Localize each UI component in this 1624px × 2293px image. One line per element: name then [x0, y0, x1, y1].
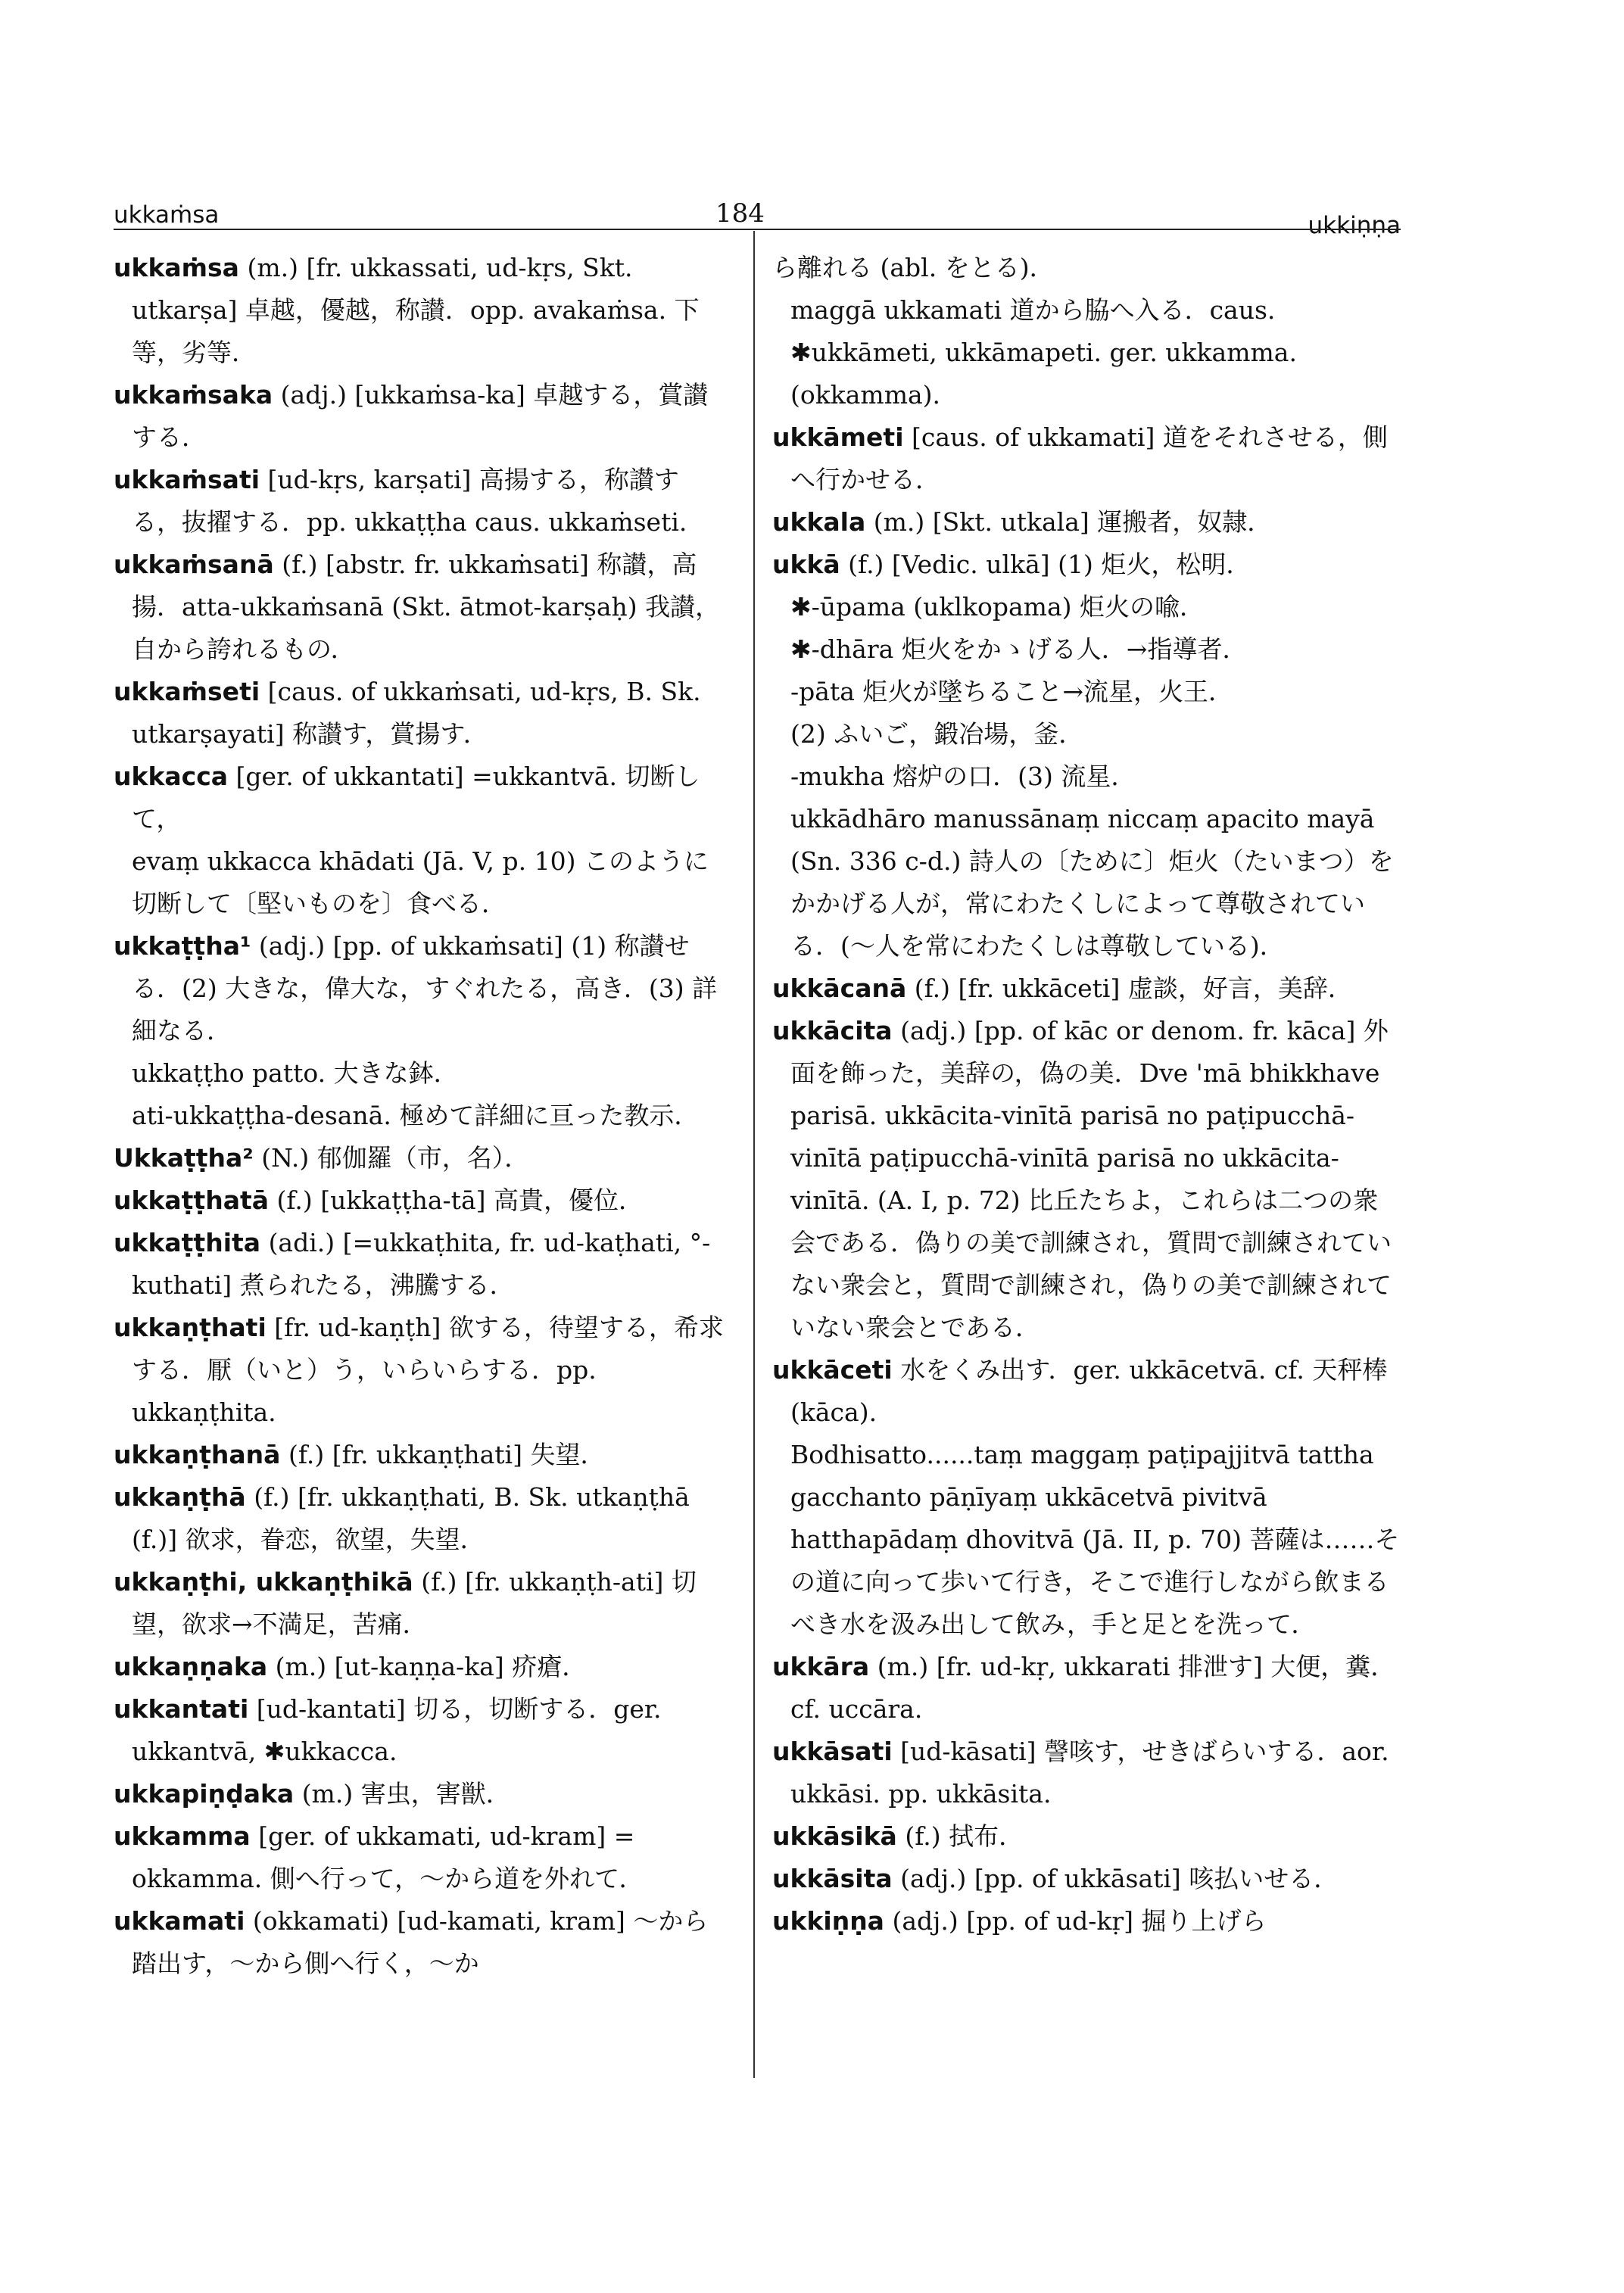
dictionary-entry: [772, 416, 1401, 501]
entry-headword: ukkaṭṭhatā: [114, 1185, 270, 1215]
entry-headword: ukkapiṇḍaka: [114, 1779, 295, 1809]
entry-subline: ✱-ūpama (uklkopama) 炬火の喩．: [790, 592, 1205, 622]
dictionary-entry: [772, 501, 1401, 544]
dictionary-entry: [114, 1434, 725, 1476]
entry-headword: ukkaṇṭhati: [114, 1313, 267, 1342]
entry-subline: evaṃ ukkacca khādati (Jā. V, p. 10) このように切断して〔堅いものを〕食べる．: [132, 846, 709, 918]
left-column: [114, 247, 725, 1985]
entry-definition: (adi.) [=ukkaṭhita, fr. ud-kaṭhati, °-kuthati] 煮られたる，沸騰する．: [132, 1228, 711, 1300]
entry-headword: ukkaṇṭhā: [114, 1482, 246, 1512]
entry-headword: ukkaṇṭhi, ukkaṇṭhikā: [114, 1567, 413, 1597]
entry-definition: [ud-kāsati] 謦咳す，せきばらいする．aor. ukkāsi. pp. ukkāsita.: [790, 1737, 1389, 1809]
dictionary-entry: [772, 1010, 1401, 1349]
dictionary-entry: [772, 1858, 1401, 1900]
dictionary-entry: [114, 1179, 725, 1222]
entry-definition: (m.) [Skt. utkala] 運搬者，奴隷．: [873, 507, 1273, 537]
entry-headword: ukkaṁsanā: [114, 550, 274, 579]
entry-headword: ukkāra: [772, 1652, 870, 1681]
dictionary-entry: [772, 1646, 1401, 1731]
right-running-headword: ukkiṇṇa: [1308, 212, 1401, 239]
dictionary-entry: [772, 1900, 1401, 1943]
entry-subline: (2) ふいご，鍛冶場，釜．: [790, 719, 1084, 749]
dictionary-entry: [114, 1222, 725, 1307]
right-column: [772, 247, 1401, 1943]
header-rule: [114, 229, 1401, 230]
entry-definition: (adj.) [pp. of kāc or denom. fr. kāca] 外面を飾った，美辞の，偽の美．Dve 'mā bhikkhave parisā. ukkācita-vinītā parisā no paṭipucchā-vinītā paṭipucchā-vinītā parisā no ukkācita-vinītā. (A. I, p. 72) 比丘たちよ，これらは二つの衆会である．偽りの美で訓練され，質問で訓練されていない衆会と，質問で訓練され，偽りの美で訓練されていない衆会とである．: [790, 1016, 1392, 1342]
dictionary-entry: [114, 1137, 725, 1179]
dictionary-entry: [114, 459, 725, 544]
entry-headword: ukkaṭṭhita: [114, 1228, 261, 1257]
entry-definition: [ger. of ukkamati, ud-kram] = okkamma. 側へ行って，～から道を外れて．: [132, 1821, 644, 1893]
entry-definition: (okkamati) [ud-kamati, kram] ～から踏出す，～から側へ行く，～か: [132, 1906, 709, 1978]
dictionary-entry: [114, 1307, 725, 1434]
dictionary-entry: [772, 967, 1401, 1010]
entry-definition: (f.) [fr. ukkaṇṭhati] 失望．: [288, 1440, 606, 1469]
dictionary-entry: [114, 925, 725, 1052]
dictionary-entry: [114, 1900, 725, 1985]
entry-definition: (m.) 害虫，害獣．: [301, 1779, 511, 1809]
dictionary-entry: [772, 1349, 1401, 1434]
page-header: [114, 195, 1401, 241]
entry-headword: ukkaṇṇaka: [114, 1652, 268, 1681]
dictionary-entry: [114, 1646, 725, 1688]
dictionary-entry: [114, 1815, 725, 1900]
left-running-headword: ukkaṁsa: [114, 201, 220, 229]
entry-headword: ukkāsita: [772, 1864, 893, 1893]
entry-definition: (f.) [abstr. fr. ukkaṁsati] 称讃，高揚．atta-ukkaṁsanā (Skt. ātmot-karṣaḥ) 我讃，自から誇れるもの．: [132, 550, 721, 664]
entry-headword: ukkāsikā: [772, 1821, 897, 1851]
dictionary-entry: [114, 1688, 725, 1773]
dictionary-entry: [772, 544, 1401, 586]
entry-headword: ukkā: [772, 550, 840, 579]
dictionary-entry: [114, 1561, 725, 1646]
entry-definition: ら離れる (abl. をとる)．: [772, 253, 1055, 282]
entry-headword: ukkaṁsaka: [114, 380, 273, 410]
entry-definition: (f.) [fr. ukkaṇṭhati, B. Sk. utkaṇṭhā (f.)] 欲求，眷恋，欲望，失望．: [132, 1482, 690, 1554]
entry-headword: ukkāsati: [772, 1737, 893, 1766]
entry-definition: (f.) [fr. ukkāceti] 虚談，好言，美辞．: [914, 974, 1353, 1003]
entry-definition: (adj.) [pp. of ukkāsati] 咳払いせる．: [900, 1864, 1339, 1893]
entry-headword: ukkamma: [114, 1821, 251, 1851]
entry-headword: ukkāmeti: [772, 422, 904, 452]
dictionary-entry: [114, 247, 725, 374]
entry-headword: ukkamati: [114, 1906, 245, 1936]
dictionary-entry: [114, 374, 725, 459]
entry-definition: (f.) [ukkaṭṭha-tā] 高貴，優位．: [276, 1185, 644, 1215]
dictionary-entry: [772, 1731, 1401, 1815]
entry-subline: ati-ukkaṭṭha-desanā. 極めて詳細に亘った教示．: [132, 1101, 700, 1130]
entry-definition: (N.) 郁伽羅（市，名）．: [261, 1143, 530, 1173]
entry-subline: ukkādhāro manussānaṃ niccaṃ apacito mayā (Sn. 336 c-d.) 詩人の〔ために〕炬火（たいまつ）をかかげる人が，常にわたくしによって尊敬されている．(～人を常にわたくしは尊敬している)．: [790, 804, 1394, 961]
column-divider: [753, 231, 755, 2078]
entry-subline: ✱-dhāra 炬火をかゝげる人．→指導者．: [790, 634, 1248, 664]
entry-definition: [ger. of ukkantati] =ukkantvā. 切断して，: [132, 762, 700, 833]
entry-definition: [caus. of ukkaṁsati, ud-kṛs, B. Sk. utkarṣayati] 称讃す，賞揚す．: [132, 677, 701, 749]
entry-headword: ukkaṇṭhanā: [114, 1440, 281, 1469]
entry-definition: (m.) [ut-kaṇṇa-ka] 疥瘡．: [275, 1652, 588, 1681]
page-number: 184: [715, 198, 765, 229]
entry-subline: Bodhisatto......taṃ maggaṃ paṭipajjitvā tattha gacchanto pāṇīyaṃ ukkācetvā pivitvā hatthapādaṃ dhovitvā (Jā. II, p. 70) 菩薩は……その道に向って歩いて行き，そこで進行しながら飲まるべき水を汲み出して飲み，手と足とを洗って．: [790, 1440, 1400, 1639]
entry-headword: ukkaṁsati: [114, 465, 260, 494]
entry-definition: [ud-kantati] 切る，切断する．ger. ukkantvā, ✱ukkacca.: [132, 1694, 662, 1766]
entry-subline: maggā ukkamati 道から脇へ入る．caus. ✱ukkāmeti, ukkāmapeti. ger. ukkamma. (okkamma).: [790, 295, 1297, 410]
entry-headword: ukkiṇṇa: [772, 1906, 884, 1936]
entry-subline: -mukha 熔炉の口．(3) 流星．: [790, 762, 1136, 791]
entry-definition: (f.) [Vedic. ulkā] (1) 炬火，松明．: [848, 550, 1252, 579]
entry-definition: (adj.) [pp. of ud-kṛ] 掘り上げら: [892, 1906, 1267, 1936]
dictionary-entry: [114, 1773, 725, 1815]
dictionary-entry: [114, 756, 725, 840]
entry-definition: [ud-kṛs, karṣati] 高揚する，称讃する，抜擢する．pp. ukkaṭṭha caus. ukkaṁseti.: [132, 465, 687, 537]
entry-headword: ukkaṁsa: [114, 253, 239, 282]
entry-definition: [fr. ud-kaṇṭh] 欲する，待望する，希求する．厭（いと）う，いらいらする．pp. ukkaṇṭhita.: [132, 1313, 724, 1427]
dictionary-entry: [114, 1476, 725, 1561]
entry-headword: ukkantati: [114, 1694, 249, 1724]
entry-headword: Ukkaṭṭha²: [114, 1143, 254, 1173]
entry-definition: (adj.) [ukkaṁsa-ka] 卓越する，賞讃する．: [132, 380, 709, 452]
dictionary-entry: [114, 544, 725, 671]
entry-headword: ukkācanā: [772, 974, 907, 1003]
entry-definition: (f.) [fr. ukkaṇṭh-ati] 切望，欲求→不満足，苦痛．: [132, 1567, 697, 1639]
dictionary-entry: [114, 671, 725, 756]
entry-headword: ukkāceti: [772, 1355, 893, 1385]
entry-subline: -pāta 炬火が墜ちること→流星，火王．: [790, 677, 1234, 706]
entry-definition: [caus. of ukkamati] 道をそれさせる，側へ行かせる．: [790, 422, 1388, 494]
entry-headword: ukkaṁseti: [114, 677, 260, 706]
entry-subline: ukkaṭṭho patto. 大きな鉢．: [132, 1058, 459, 1088]
entry-headword: ukkala: [772, 507, 866, 537]
entry-headword: ukkācita: [772, 1016, 893, 1045]
entry-headword: ukkacca: [114, 762, 229, 791]
entry-headword: ukkaṭṭha¹: [114, 931, 251, 961]
entry-definition: (m.) [fr. ukkassati, ud-kṛs, Skt. utkarṣa] 卓越，優越，称讃．opp. avakaṁsa. 下等，劣等．: [132, 253, 700, 367]
entry-definition: (m.) [fr. ud-kṛ, ukkarati 排泄す] 大便，糞．cf. uccāra.: [790, 1652, 1396, 1724]
dictionary-entry: [772, 247, 1401, 289]
dictionary-entry: [772, 1815, 1401, 1858]
entry-definition: 水をくみ出す．ger. ukkācetvā. cf. 天秤棒 (kāca).: [790, 1355, 1388, 1427]
entry-definition: (f.) 拭布．: [905, 1821, 1024, 1851]
entry-definition: (adj.) [pp. of ukkaṁsati] (1) 称讃せる．(2) 大きな，偉大な，すぐれたる，高き．(3) 詳細なる．: [132, 931, 718, 1045]
